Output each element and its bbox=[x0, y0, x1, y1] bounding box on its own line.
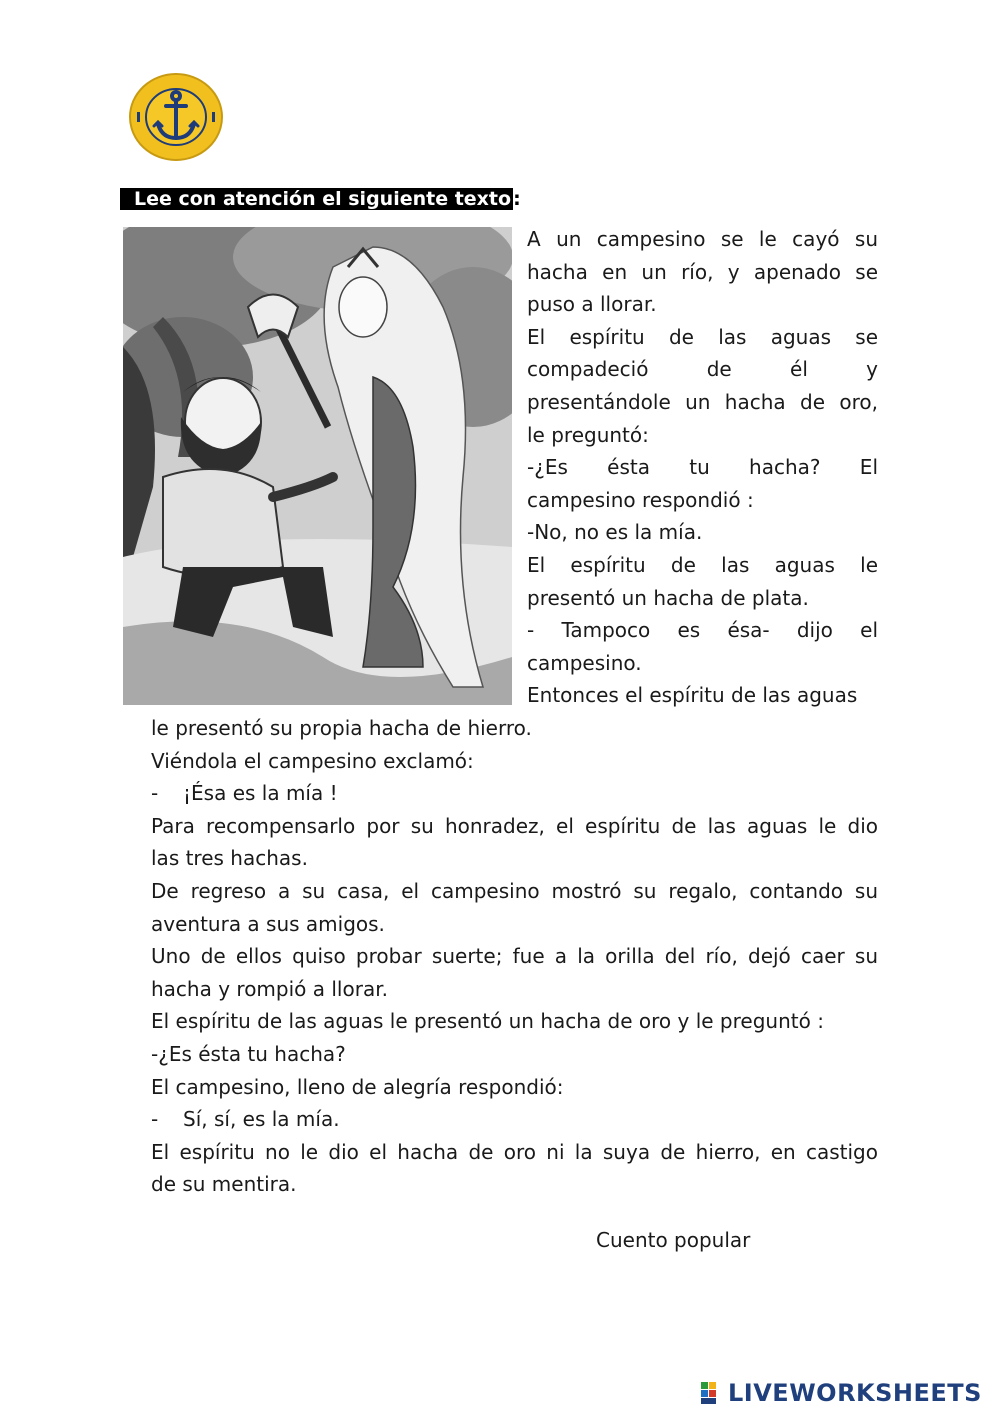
story-line: Viéndola el campesino exclamó: bbox=[151, 748, 474, 773]
story-line: - Tampoco es ésa- dijo el bbox=[527, 618, 878, 643]
story-line: le presentó su propia hacha de hierro. bbox=[151, 716, 532, 740]
instruction-colon: : bbox=[513, 188, 521, 210]
instruction-highlight: Lee con atención el siguiente texto bbox=[120, 188, 513, 210]
liveworksheets-brand[interactable] bbox=[700, 1376, 982, 1410]
liveworksheets-logo-icon bbox=[700, 1380, 726, 1406]
instruction-heading bbox=[120, 184, 521, 214]
story-line: El espíritu no le dio el hacha de oro ni la suya de hierro, en castigo bbox=[151, 1139, 878, 1164]
brand-name: LIVEWORKSHEETS bbox=[728, 1379, 982, 1407]
story-line: El espíritu de las aguas se bbox=[527, 324, 878, 349]
story-line: ¡Ésa es la mía ! bbox=[183, 781, 338, 806]
story-line: El espíritu de las aguas le presentó un hacha de oro y le preguntó : bbox=[151, 1009, 824, 1034]
story-line: A un campesino se le cayó su bbox=[527, 227, 878, 251]
story-line: El campesino, lleno de alegría respondió: bbox=[151, 1074, 564, 1099]
dialogue-dash: - bbox=[151, 781, 159, 806]
story-line: hacha y rompió a llorar. bbox=[151, 976, 388, 1001]
story-line: Sí, sí, es la mía. bbox=[183, 1107, 340, 1132]
story-line: presentándole un hacha de oro, bbox=[527, 389, 878, 414]
story-illustration bbox=[123, 227, 512, 705]
story-line: -¿Es ésta tu hacha? El bbox=[527, 455, 878, 480]
story-line: De regreso a su casa, el campesino mostró su regalo, contando su bbox=[151, 878, 878, 903]
story-line: compadeció de él y bbox=[527, 357, 878, 382]
story-right-column bbox=[527, 223, 878, 712]
story-line: las tres hachas. bbox=[151, 846, 308, 871]
story-line: aventura a sus amigos. bbox=[151, 911, 385, 936]
story-line: campesino respondió : bbox=[527, 487, 754, 512]
story-line: campesino. bbox=[527, 650, 642, 675]
story-line: -No, no es la mía. bbox=[527, 520, 703, 545]
dialogue-line bbox=[151, 777, 878, 810]
story-bottom-section bbox=[151, 712, 878, 1201]
story-source: Cuento popular bbox=[596, 1228, 751, 1252]
story-line: hacha en un río, y apenado se bbox=[527, 259, 878, 284]
story-line: de su mentira. bbox=[151, 1172, 297, 1197]
story-line: puso a llorar. bbox=[527, 292, 657, 317]
dialogue-line bbox=[151, 1103, 878, 1136]
story-line: El espíritu de las aguas le bbox=[527, 552, 878, 577]
story-line: Entonces el espíritu de las aguas bbox=[527, 683, 858, 708]
dialogue-dash: - bbox=[151, 1107, 159, 1132]
story-line: -¿Es ésta tu hacha? bbox=[151, 1041, 346, 1066]
story-line: Uno de ellos quiso probar suerte; fue a la orilla del río, dejó caer su bbox=[151, 944, 878, 969]
story-line: le preguntó: bbox=[527, 422, 649, 447]
school-seal-logo bbox=[128, 72, 224, 162]
story-line: Para recompensarlo por su honradez, el espíritu de las aguas le dio bbox=[151, 813, 878, 838]
story-line: presentó un hacha de plata. bbox=[527, 585, 809, 610]
